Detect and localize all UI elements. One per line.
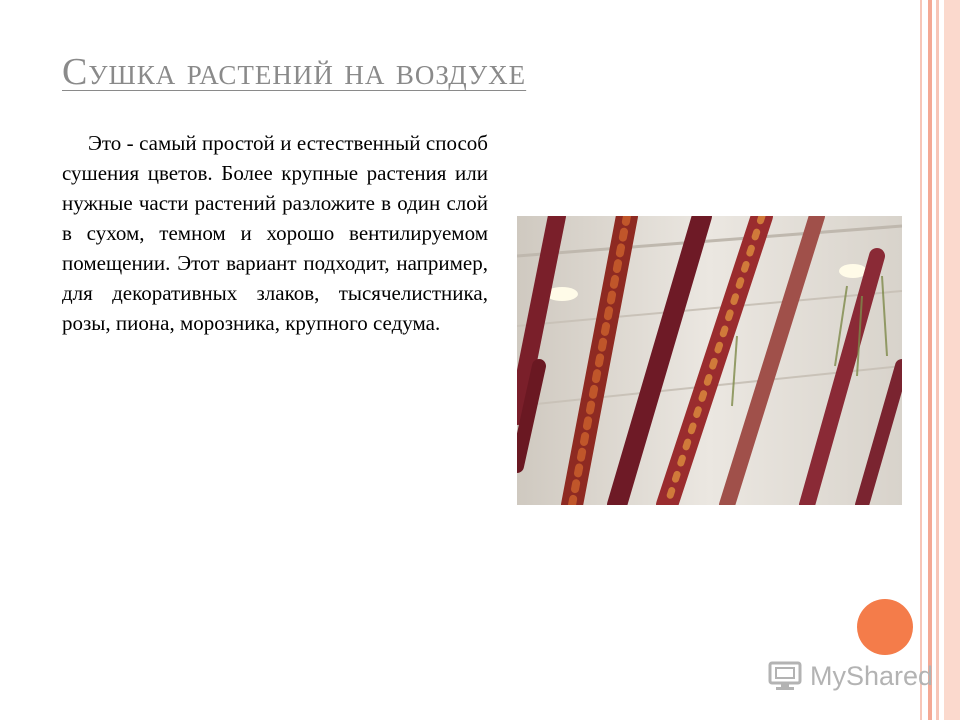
decor-stripe xyxy=(936,0,939,720)
dried-flowers-photo xyxy=(517,216,902,505)
slide-body-text: Это - самый простой и естественный способ сушения цветов. Более крупные растения или нужные части растений разложите в один слой в сухом, темном и хорошо вентилируемом помещении. Этот вариант подходит, например, для декоративных злаков, тысячелистника, розы, пиона, морозника, крупного седума. xyxy=(62,131,488,335)
monitor-icon xyxy=(768,661,802,691)
myshared-logo xyxy=(768,656,933,696)
decor-stripe xyxy=(944,0,960,720)
decor-stripe xyxy=(928,0,932,720)
logo-text: MyShared xyxy=(810,660,934,691)
slide-title: Сушка растений на воздухе xyxy=(62,51,527,93)
accent-circle xyxy=(857,599,913,655)
decor-stripe xyxy=(920,0,922,720)
